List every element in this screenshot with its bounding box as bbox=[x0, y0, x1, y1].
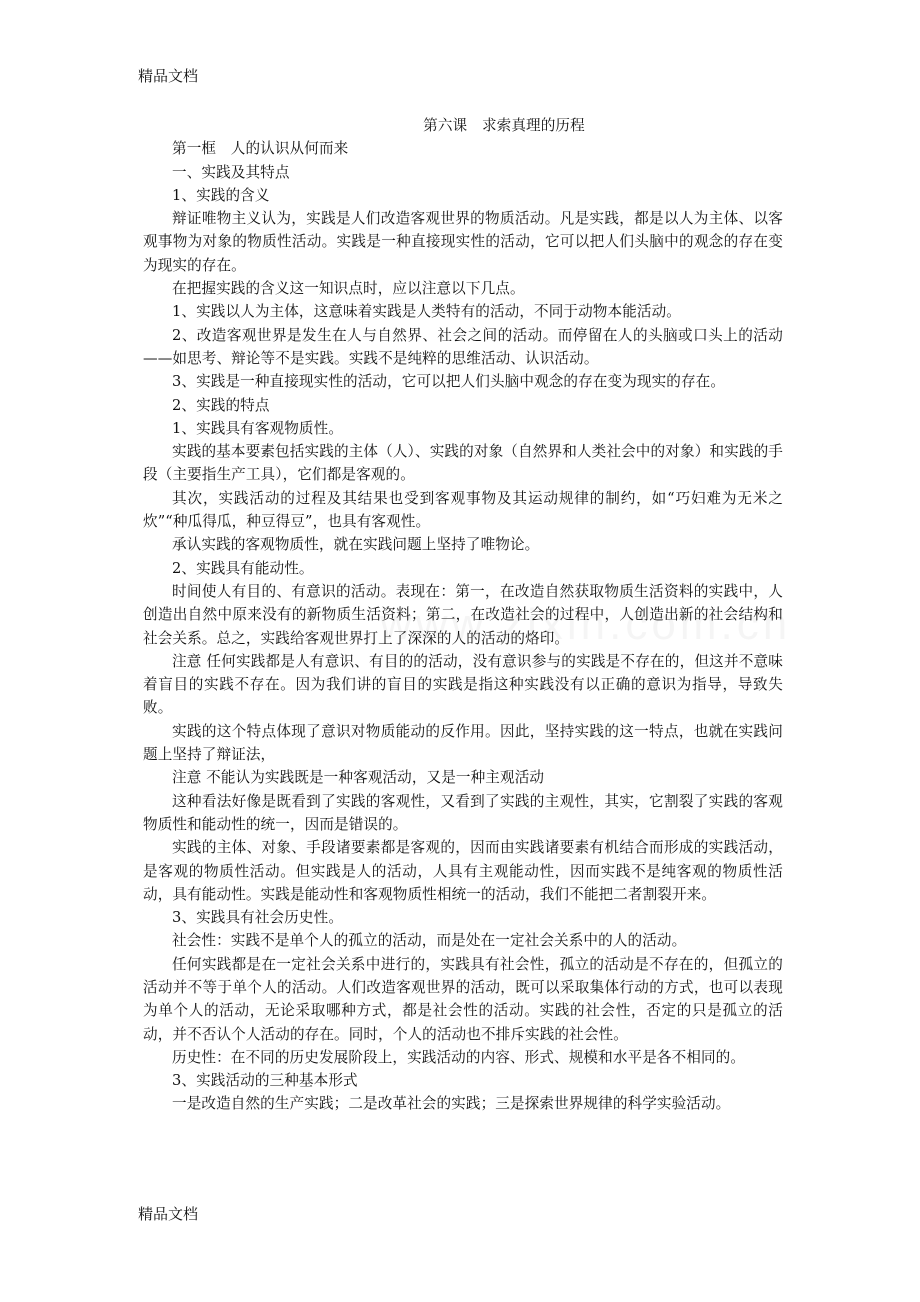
paragraph: 实践的基本要素包括实践的主体（人）、实践的对象（自然界和人类社会中的对象）和实践的手段（主要指生产工具），它们都是客观的。 bbox=[143, 443, 783, 484]
paragraph: 第一框 人的认识从何而来 bbox=[172, 140, 349, 158]
document-body bbox=[143, 114, 783, 1116]
paragraph: 2、改造客观世界是发生在人与自然界、社会之间的活动。而停留在人的头脑或口头上的活动——如思考、辩论等不是实践。实践不是纯粹的思维活动、认识活动。 bbox=[143, 326, 783, 367]
document-title: 第六课 求索真理的历程 bbox=[423, 117, 585, 134]
page-footer-label: 精品文档 bbox=[138, 1205, 199, 1223]
paragraph: 3、实践是一种直接现实性的活动，它可以把人们头脑中观念的存在变为现实的存在。 bbox=[172, 373, 726, 391]
paragraph: 3、实践活动的三种基本形式 bbox=[172, 1072, 358, 1090]
paragraph: 实践的主体、对象、手段诸要素都是客观的，因而由实践诸要素有机结合而形成的实践活动，是客观的物质性活动。但实践是人的活动，人具有主观能动性，因而实践不是纯客观的物质性活动，具有能动性。实践是能动性和客观物质性相统一的活动，我们不能把二者割裂开来。 bbox=[143, 839, 783, 903]
page-header-label: 精品文档 bbox=[138, 67, 199, 85]
paragraph: 1、实践的含义 bbox=[172, 186, 270, 204]
paragraph: 在把握实践的含义这一知识点时，应以注意以下几点。 bbox=[172, 280, 525, 298]
paragraph: 3、实践具有社会历史性。 bbox=[172, 909, 344, 927]
paragraph: 一、实践及其特点 bbox=[172, 163, 290, 181]
paragraph: 时间使人有目的、有意识的活动。表现在：第一，在改造自然获取物质生活资料的实践中，人创造出自然中原来没有的新物质生活资料；第二，在改造社会的过程中，人创造出新的社会结构和社会关系。总之，实践给客观世界打上了深深的人的活动的烙印。 bbox=[143, 582, 783, 647]
paragraph: 注意 不能认为实践既是一种客观活动，又是一种主观活动 bbox=[172, 769, 545, 787]
paragraph: 社会性：实践不是单个人的孤立的活动，而是处在一定社会关系中的人的活动。 bbox=[172, 932, 687, 950]
paragraph: 承认实践的客观物质性，就在实践问题上坚持了唯物论。 bbox=[172, 536, 540, 554]
paragraph: 一是改造自然的生产实践；二是改革社会的实践；三是探索世界规律的科学实验活动。 bbox=[172, 1095, 731, 1113]
paragraph: 1、实践以人为主体，这意味着实践是人类特有的活动，不同于动物本能活动。 bbox=[172, 303, 681, 321]
paragraph: 历史性：在不同的历史发展阶段上，实践活动的内容、形式、规模和水平是各不相同的。 bbox=[172, 1048, 746, 1066]
paragraph: 辩证唯物主义认为，实践是人们改造客观世界的物质活动。凡是实践，都是以人为主体、以客观事物为对象的物质性活动。实践是一种直接现实性的活动，它可以把人们头脑中的观念的存在变为现实的存在。 bbox=[143, 210, 783, 274]
paragraph: 2、实践的特点 bbox=[172, 396, 270, 414]
paragraph: 2、实践具有能动性。 bbox=[172, 559, 314, 577]
paragraph: 注意 任何实践都是人有意识、有目的的活动，没有意识参与的实践是不存在的，但这并不意味着盲目的实践不存在。因为我们讲的盲目的实践是指这种实践没有以正确的意识为指导，导致失败。 bbox=[143, 652, 783, 717]
paragraph: 其次，实践活动的过程及其结果也受到客观事物及其运动规律的制约，如“巧妇难为无米之炊”“种瓜得瓜，种豆得豆”，也具有客观性。 bbox=[143, 489, 783, 531]
paragraph: 任何实践都是在一定社会关系中进行的，实践具有社会性，孤立的活动是不存在的，但孤立的活动并不等于单个人的活动。人们改造客观世界的活动，既可以采取集体行动的方式，也可以表现为单个人的活动，无论采取哪种方式，都是社会性的活动。实践的社会性，否定的只是孤立的活动，并不否认个人活动的存在。同时，个人的活动也不排斥实践的社会性。 bbox=[143, 955, 783, 1043]
paragraph: 1、实践具有客观物质性。 bbox=[172, 419, 344, 437]
paragraph: 这种看法好像是既看到了实践的客观性，又看到了实践的主观性，其实，它割裂了实践的客观物质性和能动性的统一，因而是错误的。 bbox=[143, 792, 783, 833]
paragraph: 实践的这个特点体现了意识对物质能动的反作用。因此，坚持实践的这一特点，也就在实践问题上坚持了辩证法， bbox=[143, 722, 783, 764]
